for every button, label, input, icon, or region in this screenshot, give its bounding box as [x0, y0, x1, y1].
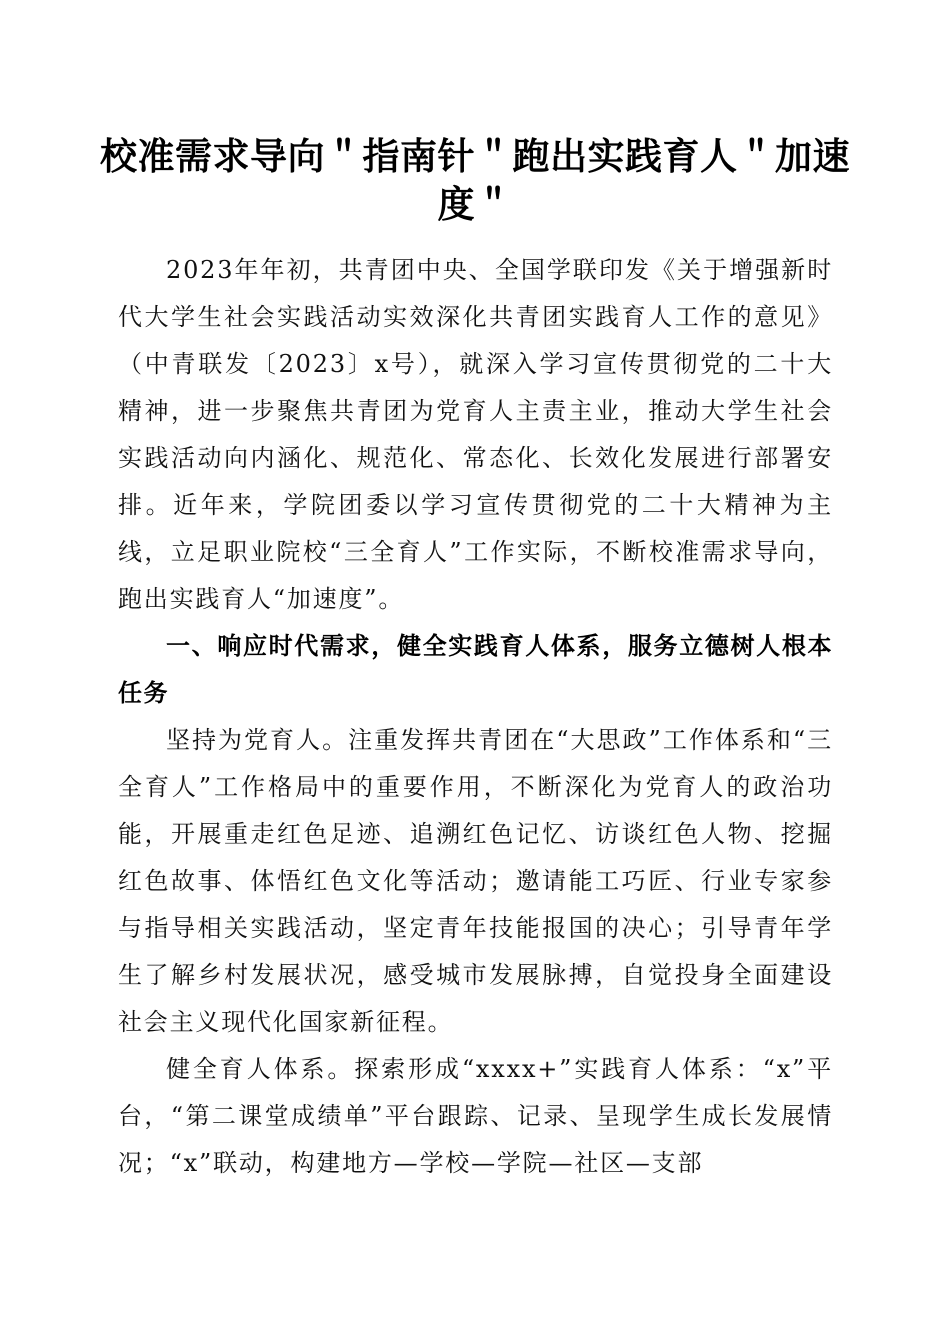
section-1-paragraph-1: 坚持为党育人。注重发挥共青团在“大思政”工作体系和“三全育人”工作格局中的重要作用，不断深化为党育人的政治功能，开展重走红色足迹、追溯红色记忆、访谈红色人物、挖掘红色故事、体悟红色文化等活动；邀请能工巧匠、行业专家参与指导相关实践活动，坚定青年技能报国的决心；引导青年学生了解乡村发展状况，感受城市发展脉搏，自觉投身全面建设社会主义现代化国家新征程。	[118, 726, 833, 1036]
document-title: 校准需求导向＂指南针＂跑出实践育人＂加速度＂	[100, 134, 850, 226]
section-1-paragraph-2: 健全育人体系。探索形成“xxxx+”实践育人体系：“x”平台，“第二课堂成绩单”平台跟踪、记录、呈现学生成长发展情况；“x”联动，构建地方—学校—学院—社区—支部	[118, 1055, 833, 1177]
section-1-heading: 一、响应时代需求，健全实践育人体系，服务立德树人根本任务	[118, 632, 833, 707]
intro-paragraph: 2023年年初，共青团中央、全国学联印发《关于增强新时代大学生社会实践活动实效深化共青团实践育人工作的意见》（中青联发〔2023〕x号），就深入学习宣传贯彻党的二十大精神，进一步聚焦共青团为党育人主责主业，推动大学生社会实践活动向内涵化、规范化、常态化、长效化发展进行部署安排。近年来，学院团委以学习宣传贯彻党的二十大精神为主线，立足职业院校“三全育人”工作实际，不断校准需求导向，跑出实践育人“加速度”。	[118, 256, 833, 613]
document-body	[118, 247, 833, 1187]
